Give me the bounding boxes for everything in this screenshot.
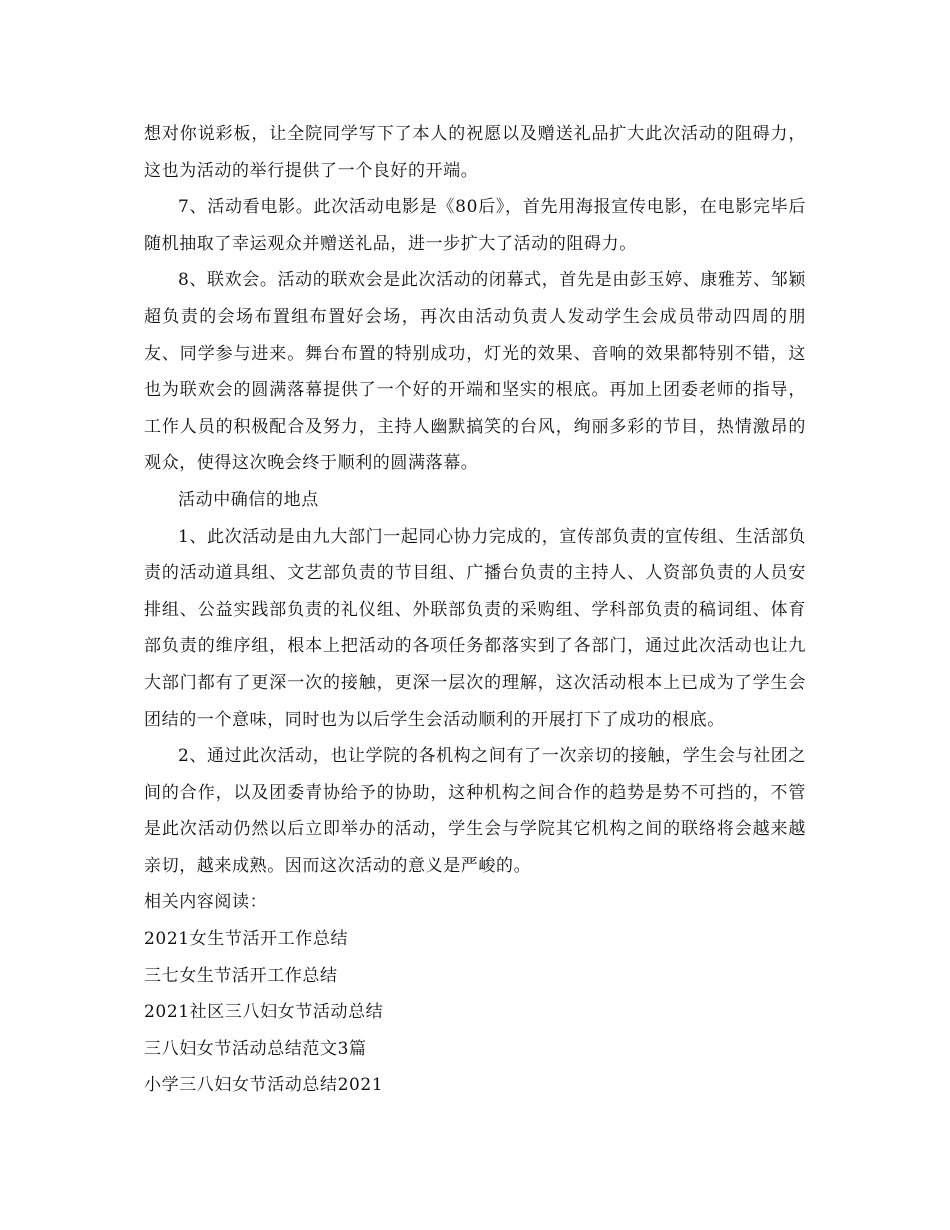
related-link[interactable]: 小学三八妇女节活动总结2021 xyxy=(144,1075,384,1096)
paragraph-movie-activity: 7、活动看电影。此次活动电影是《80后》，首先用海报宣传电影，在电影完毕后随机抽取了幸运观众并赠送礼品，进一步扩大了活动的阻碍力。 xyxy=(144,197,806,254)
related-links-list xyxy=(144,921,806,1104)
related-link[interactable]: 2021女生节活开工作总结 xyxy=(144,929,349,950)
related-link[interactable]: 三八妇女节活动总结范文3篇 xyxy=(144,1038,367,1059)
paragraph-institution-cooperation: 2、通过此次活动，也让学院的各机构之间有了一次亲切的接触，学生会与社团之间的合作，以及团委青协给予的协助，这种机构之间合作的趋势是势不可挡的，不管是此次活动仍然以后立即举办的活动，学生会与学院其它机构之间的联络将会越来越亲切，越来成熟。因而这次活动的意义是严峻的。 xyxy=(144,746,806,876)
section-heading-highlights: 活动中确信的地点 xyxy=(178,489,319,510)
document-body xyxy=(144,116,806,1104)
paragraph-department-cooperation: 1、此次活动是由九大部门一起同心协力完成的，宣传部负责的宣传组、生活部负责的活动道具组、文艺部负责的节目组、广播台负责的主持人、人资部负责的人员安排组、公益实践部负责的礼仪组、外联部负责的采购组、学科部负责的稿词组、体育部负责的维序组，根本上把活动的各项任务都落实到了各部门，通过此次活动也让九大部门都有了更深一次的接触，更深一层次的理解，这次活动根本上已成为了学生会团结的一个意味，同时也为以后学生会活动顺利的开展打下了成功的根底。 xyxy=(144,526,806,730)
related-link[interactable]: 2021社区三八妇女节活动总结 xyxy=(144,1002,384,1023)
paragraph-party: 8、联欢会。活动的联欢会是此次活动的闭幕式，首先是由彭玉婷、康雅芳、邹颖超负责的会场布置组布置好会场，再次由活动负责人发动学生会成员带动四周的朋友、同学参与进来。舞台布置的特别成功，灯光的效果、音响的效果都特别不错，这也为联欢会的圆满落幕提供了一个好的开端和坚实的根底。再加上团委老师的指导，工作人员的积极配合及努力，主持人幽默搞笑的台风，绚丽多彩的节目，热情激昂的观众，使得这次晚会终于顺利的圆满落幕。 xyxy=(144,270,806,474)
related-reading-heading: 相关内容阅读： xyxy=(144,892,268,913)
related-link[interactable]: 三七女生节活开工作总结 xyxy=(144,965,338,986)
paragraph-greeting-board: 想对你说彩板，让全院同学写下了本人的祝愿以及赠送礼品扩大此次活动的阻碍力，这也为活动的举行提供了一个良好的开端。 xyxy=(144,124,806,181)
